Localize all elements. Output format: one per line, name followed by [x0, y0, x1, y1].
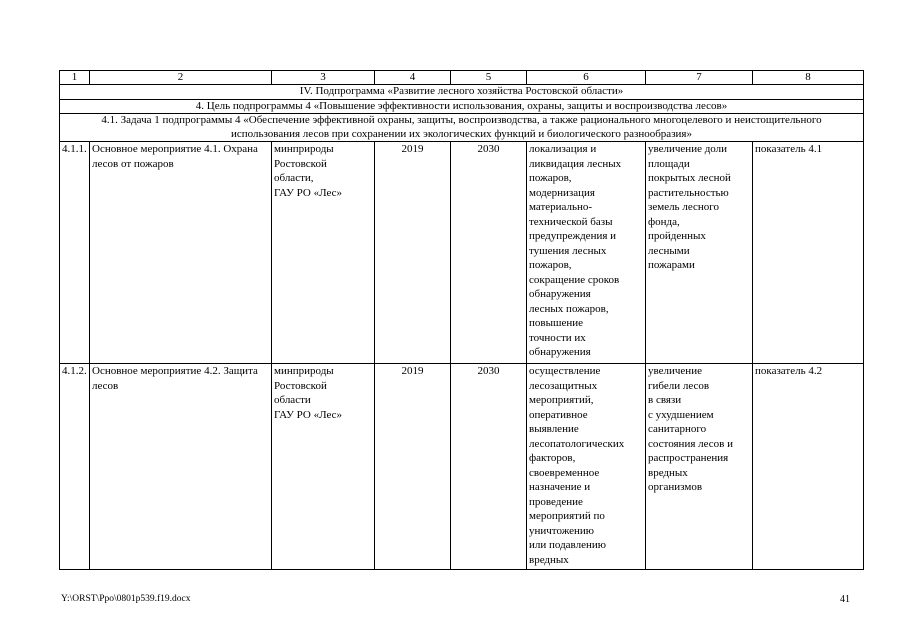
page-number: 41 — [840, 594, 850, 605]
program-table — [59, 70, 864, 570]
column-number: 4 — [375, 71, 451, 85]
subprogram-title: IV. Подпрограмма «Развитие лесного хозяйства Ростовской области» — [60, 85, 864, 100]
goal-title: 4. Цель подпрограммы 4 «Повышение эффективности использования, охраны, защиты и воспроизводства лесов» — [60, 99, 864, 114]
start-year: 2019 — [375, 364, 451, 570]
table-row — [60, 142, 864, 364]
column-number: 5 — [451, 71, 527, 85]
consequence: увеличение гибели лесов в связи с ухудшением санитарного состояния лесов и распространения вредных организмов — [646, 364, 753, 570]
end-year: 2030 — [451, 142, 527, 364]
indicator: показатель 4.2 — [753, 364, 864, 570]
column-number: 8 — [753, 71, 864, 85]
task-title: 4.1. Задача 1 подпрограммы 4 «Обеспечение эффективной охраны, защиты, воспроизводства, а также рационального многоцелевого и неистощительного использования лесов при сохранении их экологических функций и биологического разнообразия» — [60, 114, 864, 142]
footer-file-path: Y:\ORST\Ppo\0801p539.f19.docx — [61, 594, 191, 604]
executor: минприроды Ростовской области ГАУ РО «Лес» — [272, 364, 375, 570]
row-number: 4.1.1. — [60, 142, 90, 364]
table-row — [60, 364, 864, 570]
expected-result: локализация и ликвидация лесных пожаров, модернизация материально- технической базы предупреждения и тушения лесных пожаров, сокращение сроков обнаружения лесных пожаров, повышение точности их обнаружения — [527, 142, 646, 364]
column-number: 3 — [272, 71, 375, 85]
task-row — [60, 114, 864, 142]
row-number: 4.1.2. — [60, 364, 90, 570]
measure-name: Основное мероприятие 4.2. Защита лесов — [90, 364, 272, 570]
start-year: 2019 — [375, 142, 451, 364]
indicator: показатель 4.1 — [753, 142, 864, 364]
column-number: 2 — [90, 71, 272, 85]
column-number: 6 — [527, 71, 646, 85]
consequence: увеличение доли площади покрытых лесной растительностью земель лесного фонда, пройденных лесными пожарами — [646, 142, 753, 364]
column-number-row — [60, 71, 864, 85]
end-year: 2030 — [451, 364, 527, 570]
column-number: 1 — [60, 71, 90, 85]
column-number: 7 — [646, 71, 753, 85]
measure-name: Основное мероприятие 4.1. Охрана лесов от пожаров — [90, 142, 272, 364]
expected-result: осуществление лесозащитных мероприятий, оперативное выявление лесопатологических факторов, своевременное назначение и проведение мероприятий по уничтожению или подавлению вредных — [527, 364, 646, 570]
goal-row — [60, 99, 864, 114]
executor: минприроды Ростовской области, ГАУ РО «Лес» — [272, 142, 375, 364]
subprogram-row — [60, 85, 864, 100]
